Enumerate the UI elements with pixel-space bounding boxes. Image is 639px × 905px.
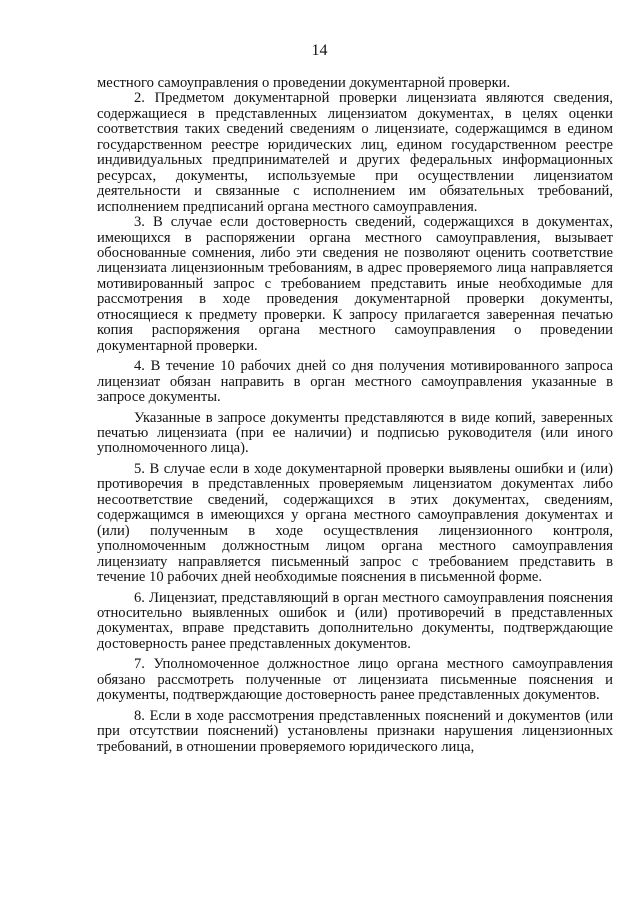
paragraph-4-note: Указанные в запросе документы представляются в виде копий, заверенных печатью лицензиата (при ее наличии) и подписью руководителя (или иного уполномоченного лица).: [97, 409, 613, 457]
paragraph-8: 8. Если в ходе рассмотрения представленных пояснений и документов (или при отсутствии пояснений) установлены признаки нарушения лицензионных требований, в отношении проверяемого юридического лица,: [97, 707, 613, 755]
paragraph-2: 2. Предметом документарной проверки лицензиата являются сведения, содержащиеся в представленных лицензиатом документах, в целях оценки соответствия таких сведений сведениям о лицензиате, содержащимся в едином государственном реестре юридических лиц, едином государственном реестре индивидуальных предпринимателей и других федеральных информационных ресурсах, документы, используемые при осуществлении лицензиатом деятельности и связанные с исполнением им обязательных требований, исполнением предписаний органа местного самоуправления.: [97, 90, 613, 215]
paragraph-4: 4. В течение 10 рабочих дней со дня получения мотивированного запроса лицензиат обязан направить в орган местного самоуправления указанные в запросе документы.: [97, 358, 613, 406]
paragraph-7: 7. Уполномоченное должностное лицо органа местного самоуправления обязано рассмотреть полученные от лицензиата письменные пояснения и документы, подтверждающие достоверность ранее представленных документов.: [97, 656, 613, 704]
document-body: [97, 76, 613, 755]
paragraph-5: 5. В случае если в ходе документарной проверки выявлены ошибки и (или) противоречия в представленных проверяемым лицензиатом документах либо несоответствие сведений, содержащихся в этих документах, сведениям, содержащимся в имеющихся у органа местного самоуправления документах и (или) полученным в ходе осуществления лицензионного контроля, уполномоченным должностным лицом органа местного самоуправления лицензиату направляется письменный запрос с требованием представить в течение 10 рабочих дней необходимые пояснения в письменной форме.: [97, 460, 613, 586]
paragraph-6: 6. Лицензиат, представляющий в орган местного самоуправления пояснения относительно выявленных ошибок и (или) противоречий в представленных документах, вправе представить дополнительно документы, подтверждающие достоверность ранее представленных документов.: [97, 589, 613, 652]
paragraph-continuation: местного самоуправления о проведении документарной проверки.: [97, 75, 511, 91]
page-number: 14: [311, 42, 328, 59]
paragraph-3: 3. В случае если достоверность сведений, содержащихся в документах, имеющихся в распоряжении органа местного самоуправления, вызывает обоснованные сомнения, либо эти сведения не позволяют оценить соответствие лицензиата лицензионным требованиям, в адрес проверяемого лица направляется мотивированный запрос с требованием представить иные необходимые для рассмотрения в ходе проведения документарной проверки документы, относящиеся к предмету проверки. К запросу прилагается заверенная печатью копия распоряжения органа местного самоуправления о проведении документарной проверки.: [97, 214, 613, 354]
